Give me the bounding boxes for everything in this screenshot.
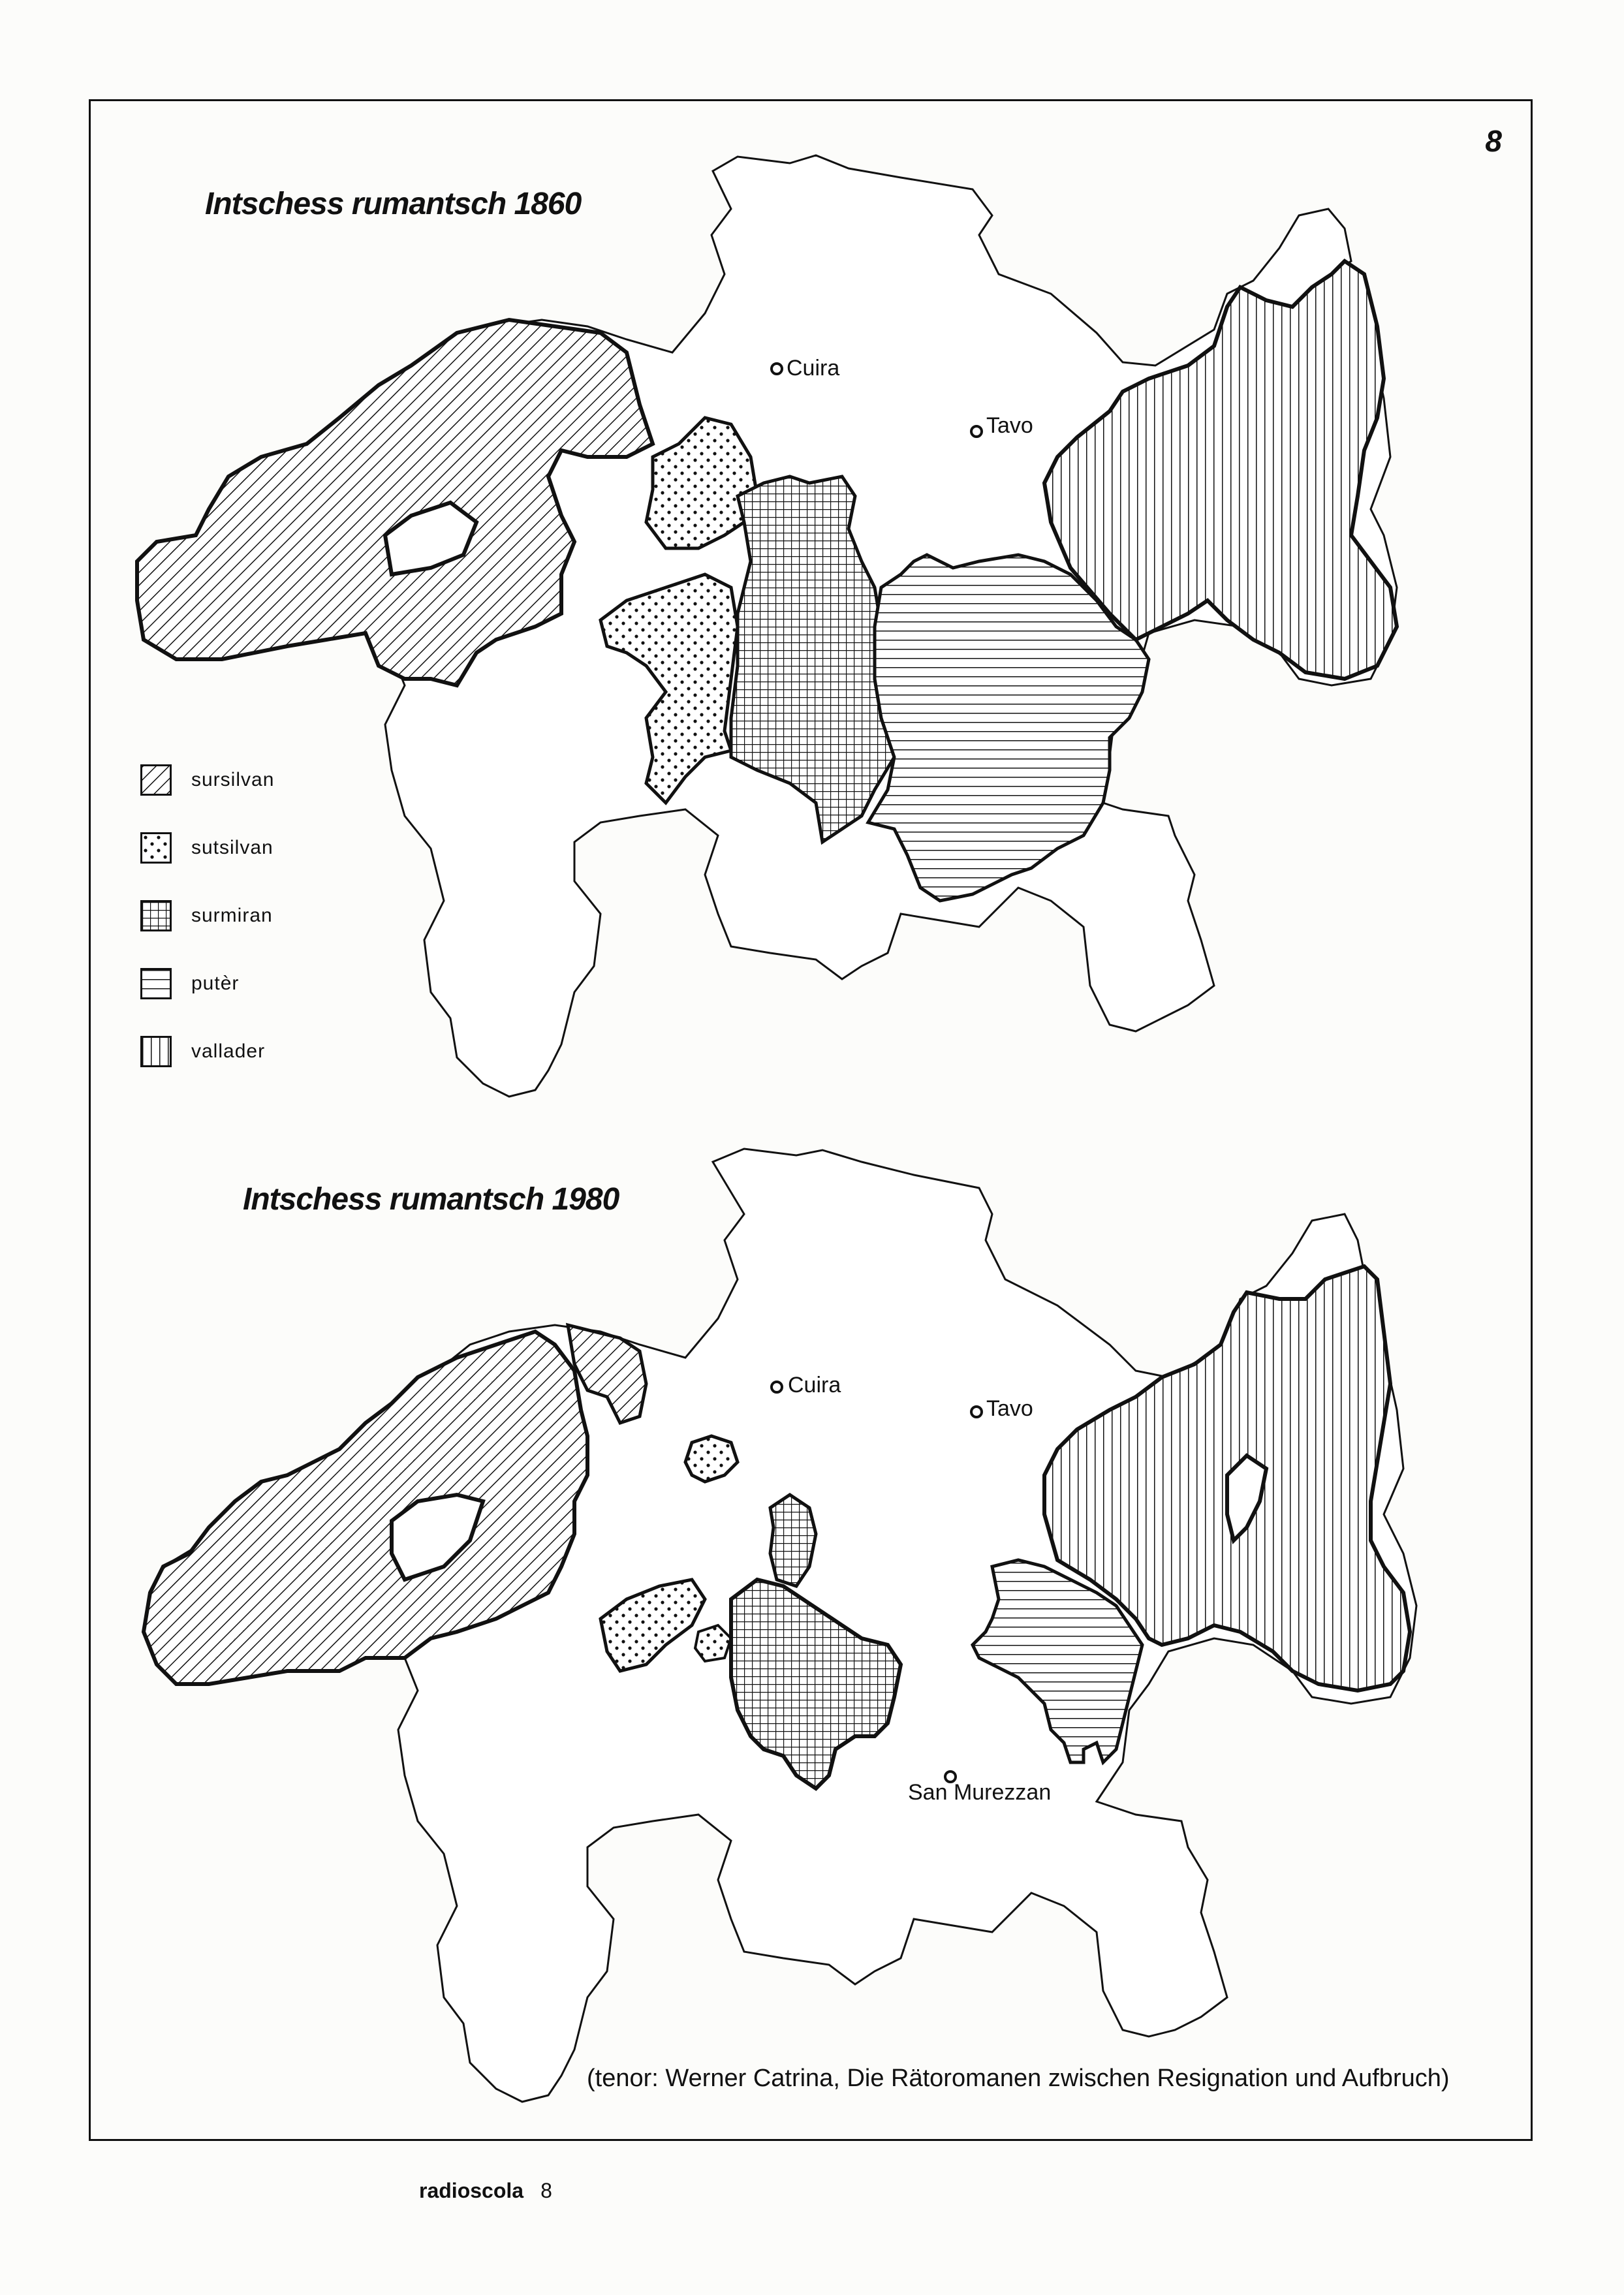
legend-label: sutsilvan <box>191 837 273 858</box>
sutsilvan-swatch-icon <box>140 832 172 864</box>
place-label-tavo-1860: Tavo <box>986 413 1033 438</box>
legend-label: putèr <box>191 973 240 994</box>
publication-name: radioscola <box>419 2179 524 2202</box>
page-number: 8 <box>1485 124 1502 158</box>
legend <box>140 746 274 1085</box>
legend-item-sutsilvan <box>140 814 274 882</box>
surmiran-swatch-icon <box>140 900 172 931</box>
map-title-1980: Intschess rumantsch 1980 <box>243 1182 619 1217</box>
place-label-tavo-1980: Tavo <box>986 1396 1033 1421</box>
legend-label: surmiran <box>191 905 273 926</box>
legend-item-sursilvan <box>140 746 274 814</box>
legend-item-puter <box>140 950 274 1018</box>
source-note: (tenor: Werner Catrina, Die Rätoromanen zwischen Resignation und Aufbruch) <box>587 2065 1450 2092</box>
vallader-swatch-icon <box>140 1036 172 1067</box>
legend-label: vallader <box>191 1040 266 1062</box>
legend-item-vallader <box>140 1018 274 1085</box>
puter-swatch-icon <box>140 968 172 999</box>
sursilvan-swatch-icon <box>140 764 172 796</box>
page-footer <box>419 2179 552 2203</box>
map-title-1860: Intschess rumantsch 1860 <box>205 187 582 221</box>
place-label-cuira-1860: Cuira <box>787 356 840 381</box>
place-label-san-murezzan: San Murezzan <box>908 1780 1052 1805</box>
legend-label: sursilvan <box>191 769 275 790</box>
place-label-cuira-1980: Cuira <box>788 1373 841 1397</box>
footer-page-number: 8 <box>540 2179 552 2202</box>
legend-item-surmiran <box>140 882 274 950</box>
page-frame <box>89 99 1533 2141</box>
